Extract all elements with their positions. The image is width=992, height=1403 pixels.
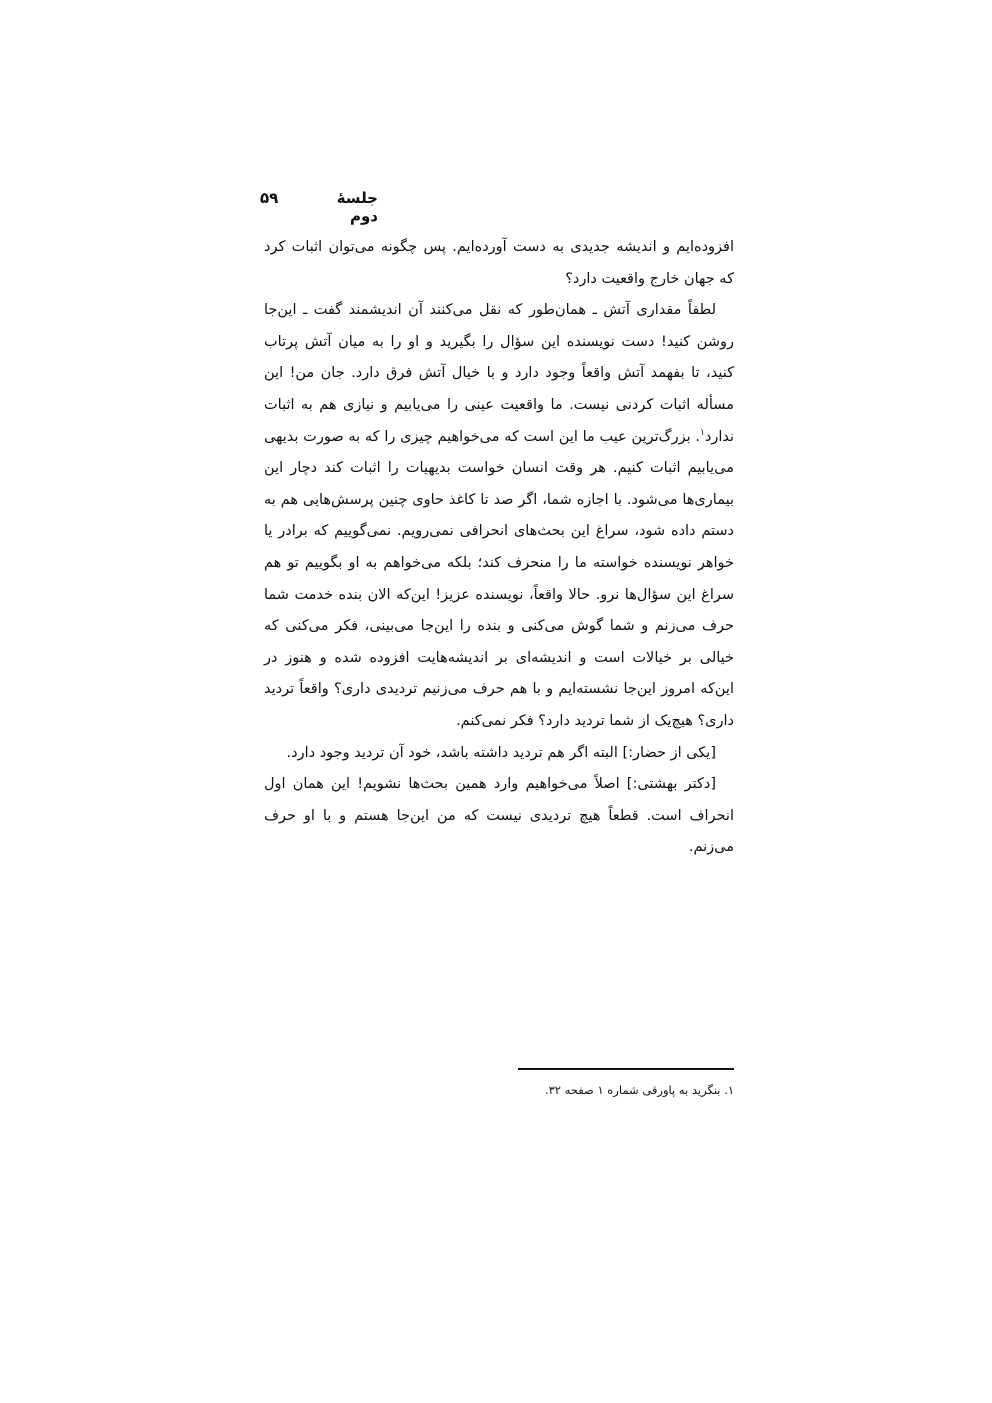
- paragraph-4: [دکتر بهشتی:] اصلاً می‌خواهیم وارد همین بحث‌ها نشویم! این همان اول انحراف است. قطعاً هیچ تردیدی نیست که من این‌جا هستم و با او حرف می‌زنم.: [264, 776, 734, 856]
- paragraph-3: [یکی از حضار:] البته اگر هم تردید داشته باشد، خود آن تردید وجود دارد.: [286, 744, 716, 761]
- footnote-divider: [518, 1068, 734, 1070]
- footnote: ۱. بنگرید به پاورقی شماره ۱ صفحه ۳۲.: [544, 1083, 734, 1097]
- paragraph-2: [264, 295, 734, 737]
- chapter-title: جلسهٔ دوم: [336, 189, 378, 225]
- paragraph-2-part-2: . بزرگ‌ترین عیب ما این است که می‌خواهیم چیزی را که به صورت بدیهی می‌یابیم اثبات کنیم. هر وقت انسان خواست بدیهیات را اثبات کند دچار این بیماری‌ها می‌شود. با اجازه شما، اگر صد تا کاغذ حاوی چنین پرسش‌هایی هم به دستم داده شود، سراغ این بحث‌های انحرافی نمی‌رویم. نمی‌گوییم که برادر یا خواهر نویسنده خواسته ما را منحرف کند؛ بلکه می‌خواهم به او بگوییم تو هم سراغ این سؤال‌ها نرو. حالا واقعاً، نویسنده عزیز! این‌که الان بنده خدمت شما حرف می‌زنم و شما گوش می‌کنی و بنده را این‌جا می‌بینی، فکر می‌کنی که خیالی بر خیالات است و اندیشه‌ای بر اندیشه‌هایت افزوده شده و هنوز در این‌که امروز این‌جا نشسته‌ایم و با هم حرف می‌زنیم تردیدی داری؟ واقعاً تردید داری؟ هیچ‌یک از شما تردید دارد؟ فکر نمی‌کنم.: [264, 428, 734, 729]
- footnote-marker: ۱: [700, 427, 705, 438]
- running-header: [260, 189, 378, 225]
- paragraph-2-part-1: لطفاً مقداری آتش ـ همان‌طور که نقل می‌کنند آن اندیشمند گفت ـ این‌جا روشن کنید! دست نویسنده این سؤال را بگیرید و او را به میان آتش پرتاب کنید، تا بفهمد آتش واقعاً وجود دارد و با خیال آتش فرق دارد. جان من! این مسأله اثبات کردنی نیست. ما واقعیت عینی را می‌یابیم و نیازی هم به اثبات ندارد: [264, 302, 734, 445]
- page-number: ۵۹: [260, 189, 279, 207]
- body-text: [264, 232, 734, 864]
- paragraph-1: افزوده‌ایم و اندیشه جدیدی به دست آورده‌ایم. پس چگونه می‌توان اثبات کرد که جهان خارج واقعیت دارد؟: [264, 239, 734, 287]
